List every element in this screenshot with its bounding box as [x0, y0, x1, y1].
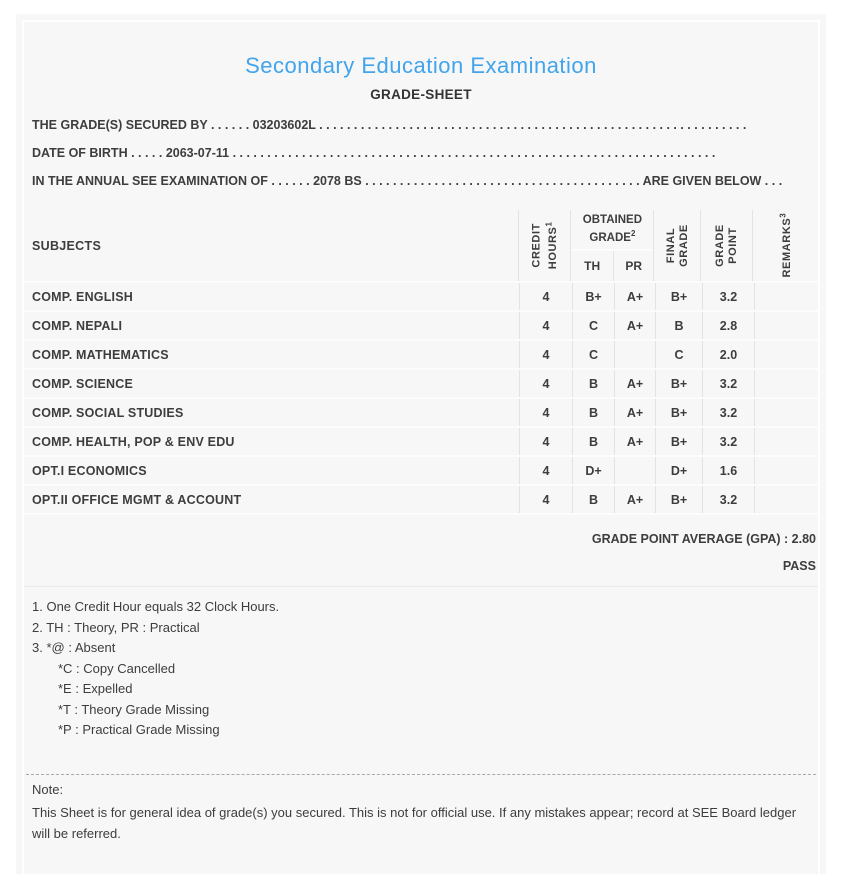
pr-grade-cell: A+: [614, 370, 655, 397]
pr-grade-cell: [614, 341, 655, 368]
dob-label: DATE OF BIRTH: [32, 146, 128, 160]
subject-cell: OPT.I ECONOMICS: [32, 463, 147, 478]
subject-cell: COMP. SOCIAL STUDIES: [32, 405, 184, 420]
grade-point-cell: 3.2: [702, 399, 754, 426]
footnote-ref-1: 1: [543, 221, 553, 227]
table-row: [24, 399, 818, 428]
table-row: [24, 428, 818, 457]
col-header-remarks: REMARKS$^3$: [752, 210, 818, 281]
grade-point-cell: 2.0: [702, 341, 754, 368]
col-header-pr: PR: [613, 251, 654, 281]
th-grade-cell: B: [572, 370, 614, 397]
table-row: [24, 283, 818, 312]
footnote: 1. One Credit Hour equals 32 Clock Hours.: [32, 599, 280, 614]
final-grade-cell: B+: [655, 428, 702, 455]
final-grade-cell: B+: [655, 283, 702, 310]
table-row: [24, 341, 818, 370]
remarks-cell: [754, 399, 818, 426]
exam-year-line: [32, 167, 810, 195]
candidate-info: [32, 111, 810, 195]
credit-cell: 4: [519, 370, 572, 397]
gpa-value: GRADE POINT AVERAGE (GPA) : 2.80: [591, 532, 816, 546]
credit-cell: 4: [519, 312, 572, 339]
grade-point-cell: 3.2: [702, 428, 754, 455]
credit-cell: 4: [519, 399, 572, 426]
col-header-obtained-grade: OBTAINED GRADE$^2$ TH PR: [570, 210, 653, 281]
pr-grade-cell: A+: [614, 283, 655, 310]
footnote: *T : Theory Grade Missing: [58, 701, 210, 717]
th-grade-cell: D+: [572, 457, 614, 484]
table-row: [24, 457, 818, 486]
pr-grade-cell: A+: [614, 399, 655, 426]
result-status: PASS: [782, 559, 816, 573]
credit-cell: 4: [519, 486, 572, 513]
symbol-number: 03203602L: [252, 118, 316, 132]
th-grade-cell: C: [572, 312, 614, 339]
subject-cell: COMP. MATHEMATICS: [32, 347, 169, 362]
pr-grade-cell: A+: [614, 428, 655, 455]
subject-cell: OPT.II OFFICE MGMT & ACCOUNT: [32, 492, 242, 507]
result-summary: [24, 515, 818, 587]
pr-grade-cell: A+: [614, 312, 655, 339]
table-row: [24, 370, 818, 399]
credit-cell: 4: [519, 457, 572, 484]
leader-dots: . . . . .: [131, 146, 163, 160]
th-grade-cell: B: [572, 486, 614, 513]
footnotes: [24, 597, 818, 741]
grade-sheet-card: [16, 14, 826, 874]
footnote: *P : Practical Grade Missing: [58, 722, 220, 737]
remarks-cell: [754, 457, 818, 484]
subject-cell: COMP. SCIENCE: [32, 376, 134, 391]
th-grade-cell: C: [572, 341, 614, 368]
final-grade-cell: B+: [655, 486, 702, 513]
footnote: 2. TH : Theory, PR : Practical: [32, 619, 200, 635]
secured-by-label: THE GRADE(S) SECURED BY: [32, 118, 208, 132]
footnote: *C : Copy Cancelled: [58, 660, 176, 676]
col-header-final-grade: FINAL GRADE: [653, 210, 700, 281]
credit-cell: 4: [519, 341, 572, 368]
credit-cell: 4: [519, 283, 572, 310]
table-row: [24, 312, 818, 341]
th-grade-cell: B: [572, 428, 614, 455]
col-header-th: TH: [584, 259, 601, 273]
col-header-credit-hours: CREDIT HOURS$^1$: [518, 210, 571, 281]
leader-dots: . . . . . . . . . . . . . . . . . . . . . . . . . . . . . . . . . . . . . . . .: [365, 174, 640, 188]
th-grade-cell: B+: [572, 283, 614, 310]
final-grade-cell: D+: [655, 457, 702, 484]
footnote-ref-3: 3: [778, 213, 788, 219]
secured-by-line: [32, 111, 810, 139]
table-header-row: [24, 210, 818, 283]
footnote: 3. *@ : Absent: [32, 640, 116, 655]
dashed-divider: [26, 774, 816, 775]
pr-grade-cell: [614, 457, 655, 484]
page-title: Secondary Education Examination: [245, 53, 597, 78]
note-body: This Sheet is for general idea of grade(s) you secured. This is not for official use. If any mistakes appear; record at SEE Board ledger will be referred.: [32, 804, 797, 841]
exam-year-value: 2078 BS: [313, 174, 362, 188]
grade-sheet-heading: GRADE-SHEET: [370, 87, 472, 102]
dob-line: [32, 139, 810, 167]
dob-value: 2063-07-11: [165, 146, 230, 160]
final-grade-cell: B+: [655, 399, 702, 426]
footnote: *E : Expelled: [58, 681, 133, 696]
pr-grade-cell: A+: [614, 486, 655, 513]
remarks-cell: [754, 428, 818, 455]
final-grade-cell: B+: [655, 370, 702, 397]
remarks-cell: [754, 341, 818, 368]
col-header-grade-point: GRADE POINT: [700, 210, 752, 281]
leader-dots: . . . . . .: [210, 118, 250, 132]
leader-dots: . . . . . .: [271, 174, 310, 188]
table-row: [24, 486, 818, 515]
subject-cell: COMP. ENGLISH: [32, 289, 133, 304]
credit-cell: 4: [519, 428, 572, 455]
grade-point-cell: 3.2: [702, 283, 754, 310]
card-inner-border: [22, 20, 820, 878]
exam-year-label: IN THE ANNUAL SEE EXAMINATION OF: [32, 174, 268, 188]
grade-point-cell: 1.6: [702, 457, 754, 484]
grade-point-cell: 3.2: [702, 486, 754, 513]
subject-cell: COMP. HEALTH, POP & ENV EDU: [32, 434, 235, 449]
leader-dots: . . . . . . . . . . . . . . . . . . . . . . . . . . . . . . . . . . . . . . . . . . . . . . . . . . . . . . . . . . . . . . . . . . . . . .: [232, 146, 716, 160]
grade-point-cell: 3.2: [702, 370, 754, 397]
leader-dots: . . . . . . . . . . . . . . . . . . . . . . . . . . . . . . . . . . . . . . . . . . . . . . . . . . . . . . . . . . . . . .: [319, 118, 747, 132]
grade-point-cell: 2.8: [702, 312, 754, 339]
grades-table: [24, 210, 818, 515]
subject-cell: COMP. NEPALI: [32, 318, 123, 333]
remarks-cell: [754, 312, 818, 339]
remarks-cell: [754, 370, 818, 397]
final-grade-cell: B: [655, 312, 702, 339]
remarks-cell: [754, 486, 818, 513]
col-header-subjects: SUBJECTS: [32, 238, 102, 253]
note-label: Note:: [32, 781, 64, 797]
remarks-cell: [754, 283, 818, 310]
given-below-label: ARE GIVEN BELOW . . .: [642, 174, 783, 188]
footnote-ref-2: 2: [630, 229, 636, 239]
final-grade-cell: C: [655, 341, 702, 368]
th-grade-cell: B: [572, 399, 614, 426]
